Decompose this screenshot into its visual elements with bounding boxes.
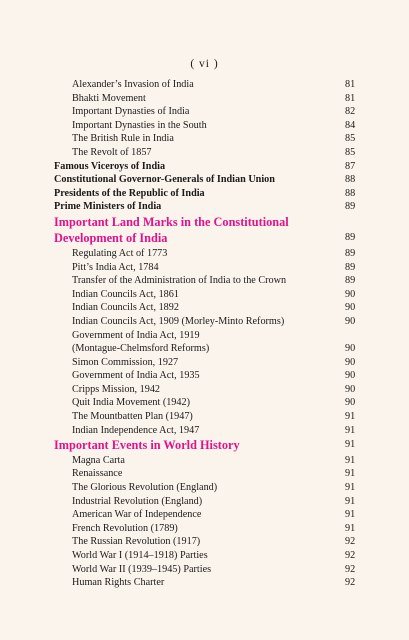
toc-entry	[0, 132, 409, 146]
toc-entry-page: 90	[345, 397, 356, 409]
toc-entry	[0, 576, 409, 590]
toc-entry	[0, 522, 409, 536]
toc-entry	[0, 549, 409, 563]
toc-entry-title: Indian Councils Act, 1909 (Morley-Minto Reforms)	[72, 315, 285, 327]
page-number: ( vi )	[190, 58, 219, 70]
toc-entry-title: Quit India Movement (1942)	[72, 397, 190, 409]
toc-entry-page: 91	[345, 411, 356, 423]
toc-entry	[0, 105, 409, 119]
toc-bold-entry	[0, 160, 409, 174]
toc-entry-page: 85	[345, 133, 356, 145]
toc-entry-title: Government of India Act, 1919	[72, 329, 200, 341]
toc-entry	[0, 119, 409, 133]
toc-entry	[0, 410, 409, 424]
toc-entry-title: Government of India Act, 1935	[72, 370, 200, 382]
toc-entry	[0, 383, 409, 397]
toc-entry	[0, 424, 409, 438]
toc-entry-title: Constitutional Governor-Generals of Indian Union	[54, 174, 275, 186]
toc-entry	[0, 146, 409, 160]
section-page: 91	[345, 439, 356, 451]
toc-bold-entry	[0, 173, 409, 187]
toc-entry	[0, 396, 409, 410]
toc-entry-title: Renaissance	[72, 468, 123, 480]
toc-entry	[0, 481, 409, 495]
toc-entry	[0, 535, 409, 549]
toc-entry-page: 89	[345, 201, 356, 213]
toc-entry-title: Transfer of the Administration of India to the Crown	[72, 275, 287, 287]
toc-entry-title: World War I (1914–1918) Parties	[72, 549, 208, 561]
toc-entry-title: Important Dynasties of India	[72, 106, 190, 118]
toc-entry-title: Cripps Mission, 1942	[72, 383, 161, 395]
toc-entry-title: The British Rule in India	[72, 133, 174, 145]
toc-entry-title: Indian Councils Act, 1861	[72, 288, 179, 300]
toc-entry-page: 90	[345, 302, 356, 314]
section-heading-text: Important Events in World History	[54, 438, 240, 453]
toc-entry-page: 89	[345, 247, 356, 259]
toc-entry	[0, 454, 409, 468]
toc-entry	[0, 274, 409, 288]
toc-entry-page: 87	[345, 160, 356, 172]
toc-entry	[0, 495, 409, 509]
toc-entry-title: Alexander’s Invasion of India	[72, 79, 194, 90]
section-heading-line-1: Important Land Marks in the Constitutional	[54, 214, 289, 229]
toc-entry-title: The Revolt of 1857	[72, 146, 152, 158]
toc-entry-page: 92	[345, 577, 356, 589]
toc-entry-title: Indian Councils Act, 1892	[72, 302, 179, 314]
toc-entry-page: 88	[345, 174, 356, 186]
toc-entry	[0, 301, 409, 315]
toc-entry	[0, 329, 409, 343]
toc-entry-page: 81	[345, 79, 356, 90]
toc-entry	[0, 92, 409, 106]
toc-entry-page: 89	[345, 275, 356, 287]
toc-entry	[0, 356, 409, 370]
section-heading	[0, 437, 409, 454]
toc-entry-title: Regulating Act of 1773	[72, 247, 168, 259]
toc-entry-page: 91	[345, 481, 356, 493]
toc-entry-page: 92	[345, 563, 356, 575]
toc-entry	[0, 467, 409, 481]
toc-entry	[0, 78, 409, 92]
toc-entry-title: Presidents of the Republic of India	[54, 187, 205, 199]
toc-entry-title: Indian Independence Act, 1947	[72, 424, 200, 436]
toc-entry-title: (Montague-Chelmsford Reforms)	[72, 343, 210, 355]
section-page: 89	[345, 232, 356, 244]
toc-entry	[0, 369, 409, 383]
toc-entry-page: 90	[345, 288, 356, 300]
toc-entry-page: 90	[345, 383, 356, 395]
toc-entry	[0, 288, 409, 302]
table-of-contents	[0, 78, 409, 590]
toc-entry-page: 91	[345, 522, 356, 534]
section-heading	[0, 214, 409, 231]
toc-entry-page: 91	[345, 509, 356, 521]
toc-entry-title: American War of Independence	[72, 509, 202, 521]
toc-entry	[0, 315, 409, 329]
section-heading	[0, 230, 409, 247]
toc-entry-page: 90	[345, 315, 356, 327]
toc-entry-page: 92	[345, 536, 356, 548]
toc-entry-page: 91	[345, 424, 356, 436]
toc-entry-title: Pitt’s India Act, 1784	[72, 261, 159, 273]
toc-entry	[0, 508, 409, 522]
toc-entry-page: 91	[345, 495, 356, 507]
toc-entry	[0, 342, 409, 356]
toc-entry-page: 90	[345, 356, 356, 368]
toc-entry-title: Famous Viceroys of India	[54, 160, 166, 172]
toc-entry-page: 91	[345, 454, 356, 466]
toc-entry-title: Bhakti Movement	[72, 92, 146, 104]
toc-entry-page: 90	[345, 343, 356, 355]
section-heading-line-2: Development of India	[54, 231, 168, 246]
toc-entry-page: 81	[345, 92, 356, 104]
toc-entry-page: 90	[345, 370, 356, 382]
toc-entry-page: 92	[345, 549, 356, 561]
toc-entry-title: Magna Carta	[72, 454, 125, 466]
toc-entry-title: The Mountbatten Plan (1947)	[72, 411, 193, 423]
toc-entry-title: Prime Ministers of India	[54, 201, 162, 213]
toc-bold-entry	[0, 200, 409, 214]
toc-entry-page: 85	[345, 146, 356, 158]
toc-entry-title: The Russian Revolution (1917)	[72, 536, 201, 548]
toc-entry	[0, 247, 409, 261]
toc-entry	[0, 261, 409, 275]
toc-entry-page: 91	[345, 468, 356, 480]
toc-entry-page: 82	[345, 106, 356, 118]
toc-entry-title: World War II (1939–1945) Parties	[72, 563, 212, 575]
toc-entry-title: Industrial Revolution (England)	[72, 495, 203, 507]
toc-entry-title: The Glorious Revolution (England)	[72, 481, 218, 493]
toc-entry-title: French Revolution (1789)	[72, 522, 178, 534]
toc-entry-page: 84	[345, 119, 356, 131]
toc-entry-page: 88	[345, 187, 356, 199]
toc-entry-page: 89	[345, 261, 356, 273]
toc-entry	[0, 563, 409, 577]
toc-entry-title: Simon Commission, 1927	[72, 356, 179, 368]
toc-bold-entry	[0, 187, 409, 201]
toc-entry-title: Human Rights Charter	[72, 577, 165, 589]
toc-entry-title: Important Dynasties in the South	[72, 119, 207, 131]
